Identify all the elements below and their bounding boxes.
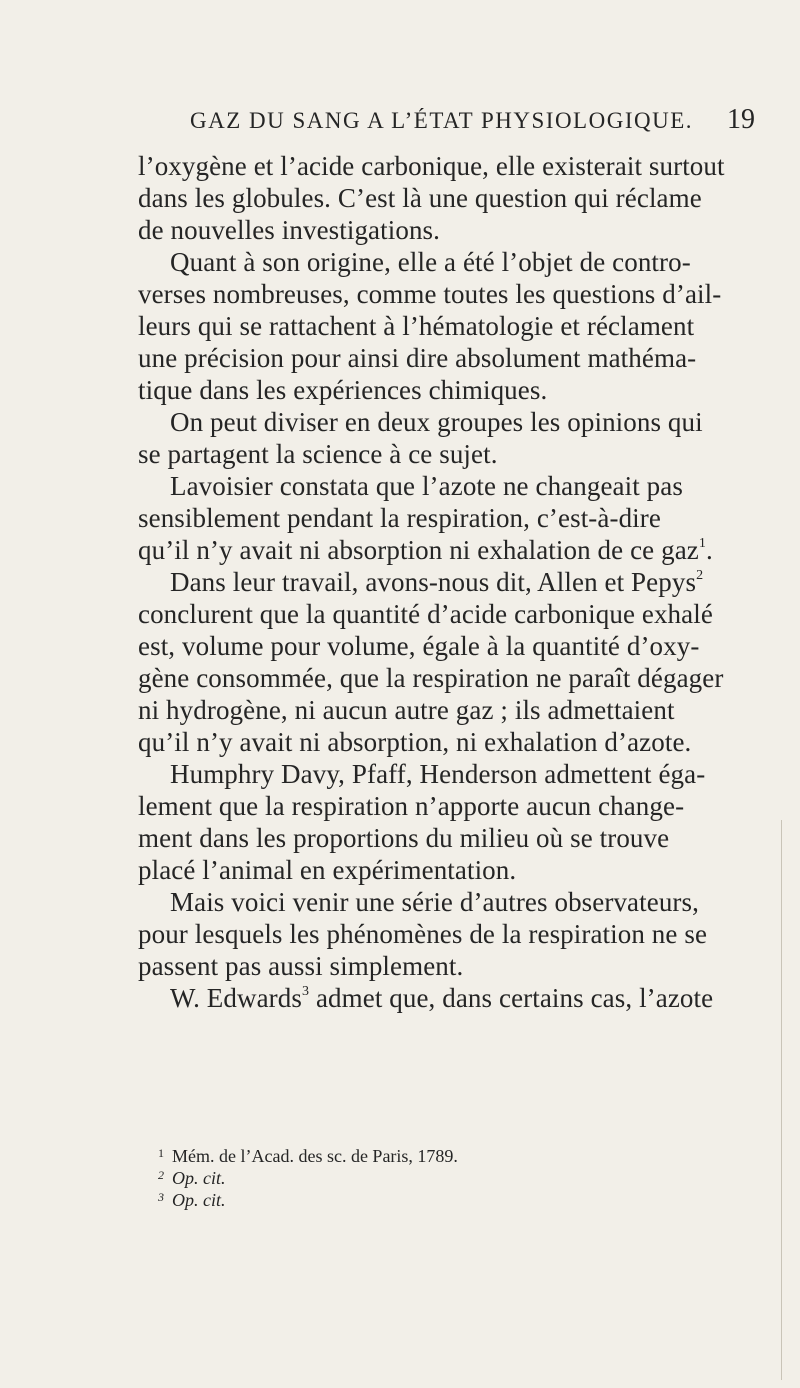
text-line: On peut diviser en deux groupes les opinions qui (170, 407, 703, 437)
text-fragment: Dans leur travail, avons-nous dit, Allen et Pepys (170, 567, 697, 597)
text-line: lement que la respiration n’apporte aucun change- (138, 791, 685, 821)
footnote-1 (158, 1145, 718, 1167)
text-line: tique dans les expériences chimiques. (138, 375, 548, 405)
footnote-2 (158, 1167, 718, 1189)
text-line-with-note: qu’il n’y avait ni absorption ni exhalation de ce gaz$^1$. (138, 535, 713, 565)
text-fragment: qu’il n’y avait ni absorption ni exhalation de ce gaz (138, 535, 699, 565)
footnote-ref-1[interactable]: 1 (698, 536, 706, 551)
text-line: qu’il n’y avait ni absorption, ni exhalation d’azote. (138, 727, 692, 757)
text-line: verses nombreuses, comme toutes les questions d’ail- (138, 279, 722, 309)
text-line: une précision pour ainsi dire absolument mathéma- (138, 343, 697, 373)
page-number: 19 (727, 104, 755, 135)
body-text (138, 150, 768, 1014)
text-line: gène consommée, que la respiration ne paraît dégager (138, 663, 724, 693)
page-edge-shadow (781, 820, 782, 1380)
text-line: ment dans les proportions du milieu où se trouve (138, 823, 670, 853)
footnote-text: Mém. de l’Acad. des sc. de Paris, 1789. (172, 1146, 458, 1166)
footnote-text: Op. cit. (172, 1190, 226, 1210)
footnote-mark: 1 (158, 1146, 164, 1160)
text-line: Humphry Davy, Pfaff, Henderson admettent éga- (170, 759, 706, 789)
text-line: se partagent la science à ce sujet. (138, 439, 498, 469)
text-line: Mais voici venir une série d’autres observateurs, (170, 887, 699, 917)
text-line: dans les globules. C’est là une question qui réclame (138, 183, 702, 213)
text-line-with-note (138, 982, 768, 1014)
text-line: sensiblement pendant la respiration, c’est-à-dire (138, 503, 661, 533)
footnote-mark: 2 (158, 1168, 164, 1182)
text-line: est, volume pour volume, égale à la quantité d’oxy- (138, 631, 700, 661)
footnote-mark: 3 (158, 1190, 164, 1204)
footnote-text: Op. cit. (172, 1168, 226, 1188)
text-line: pour lesquels les phénomènes de la respiration ne se (138, 919, 708, 949)
text-line: Quant à son origine, elle a été l’objet de contro- (170, 247, 691, 277)
text-line: conclurent que la quantité d’acide carbonique exhalé (138, 599, 713, 629)
footnote-ref-3[interactable]: 3 (301, 984, 310, 999)
text-line-with-note (138, 566, 768, 598)
running-head: GAZ DU SANG A L’ÉTAT PHYSIOLOGIQUE. (190, 108, 693, 133)
page-header (190, 104, 755, 148)
footnote-3 (158, 1189, 718, 1211)
footnote-ref-2[interactable]: 2 (696, 568, 704, 583)
text-line: placé l’animal en expérimentation. (138, 855, 517, 885)
text-line: de nouvelles investigations. (138, 215, 441, 245)
text-fragment: admet que, dans certains cas, l’azote (309, 983, 714, 1013)
text-line: ni hydrogène, ni aucun autre gaz ; ils admettaient (138, 695, 675, 725)
text-line: l’oxygène et l’acide carbonique, elle existerait surtout (138, 151, 725, 181)
text-line: leurs qui se rattachent à l’hématologie et réclament (138, 311, 695, 341)
text-fragment: W. Edwards (170, 983, 302, 1013)
text-line: passent pas aussi simplement. (138, 951, 464, 981)
text-line: Lavoisier constata que l’azote ne changeait pas (170, 471, 683, 501)
footnotes (158, 1145, 718, 1211)
